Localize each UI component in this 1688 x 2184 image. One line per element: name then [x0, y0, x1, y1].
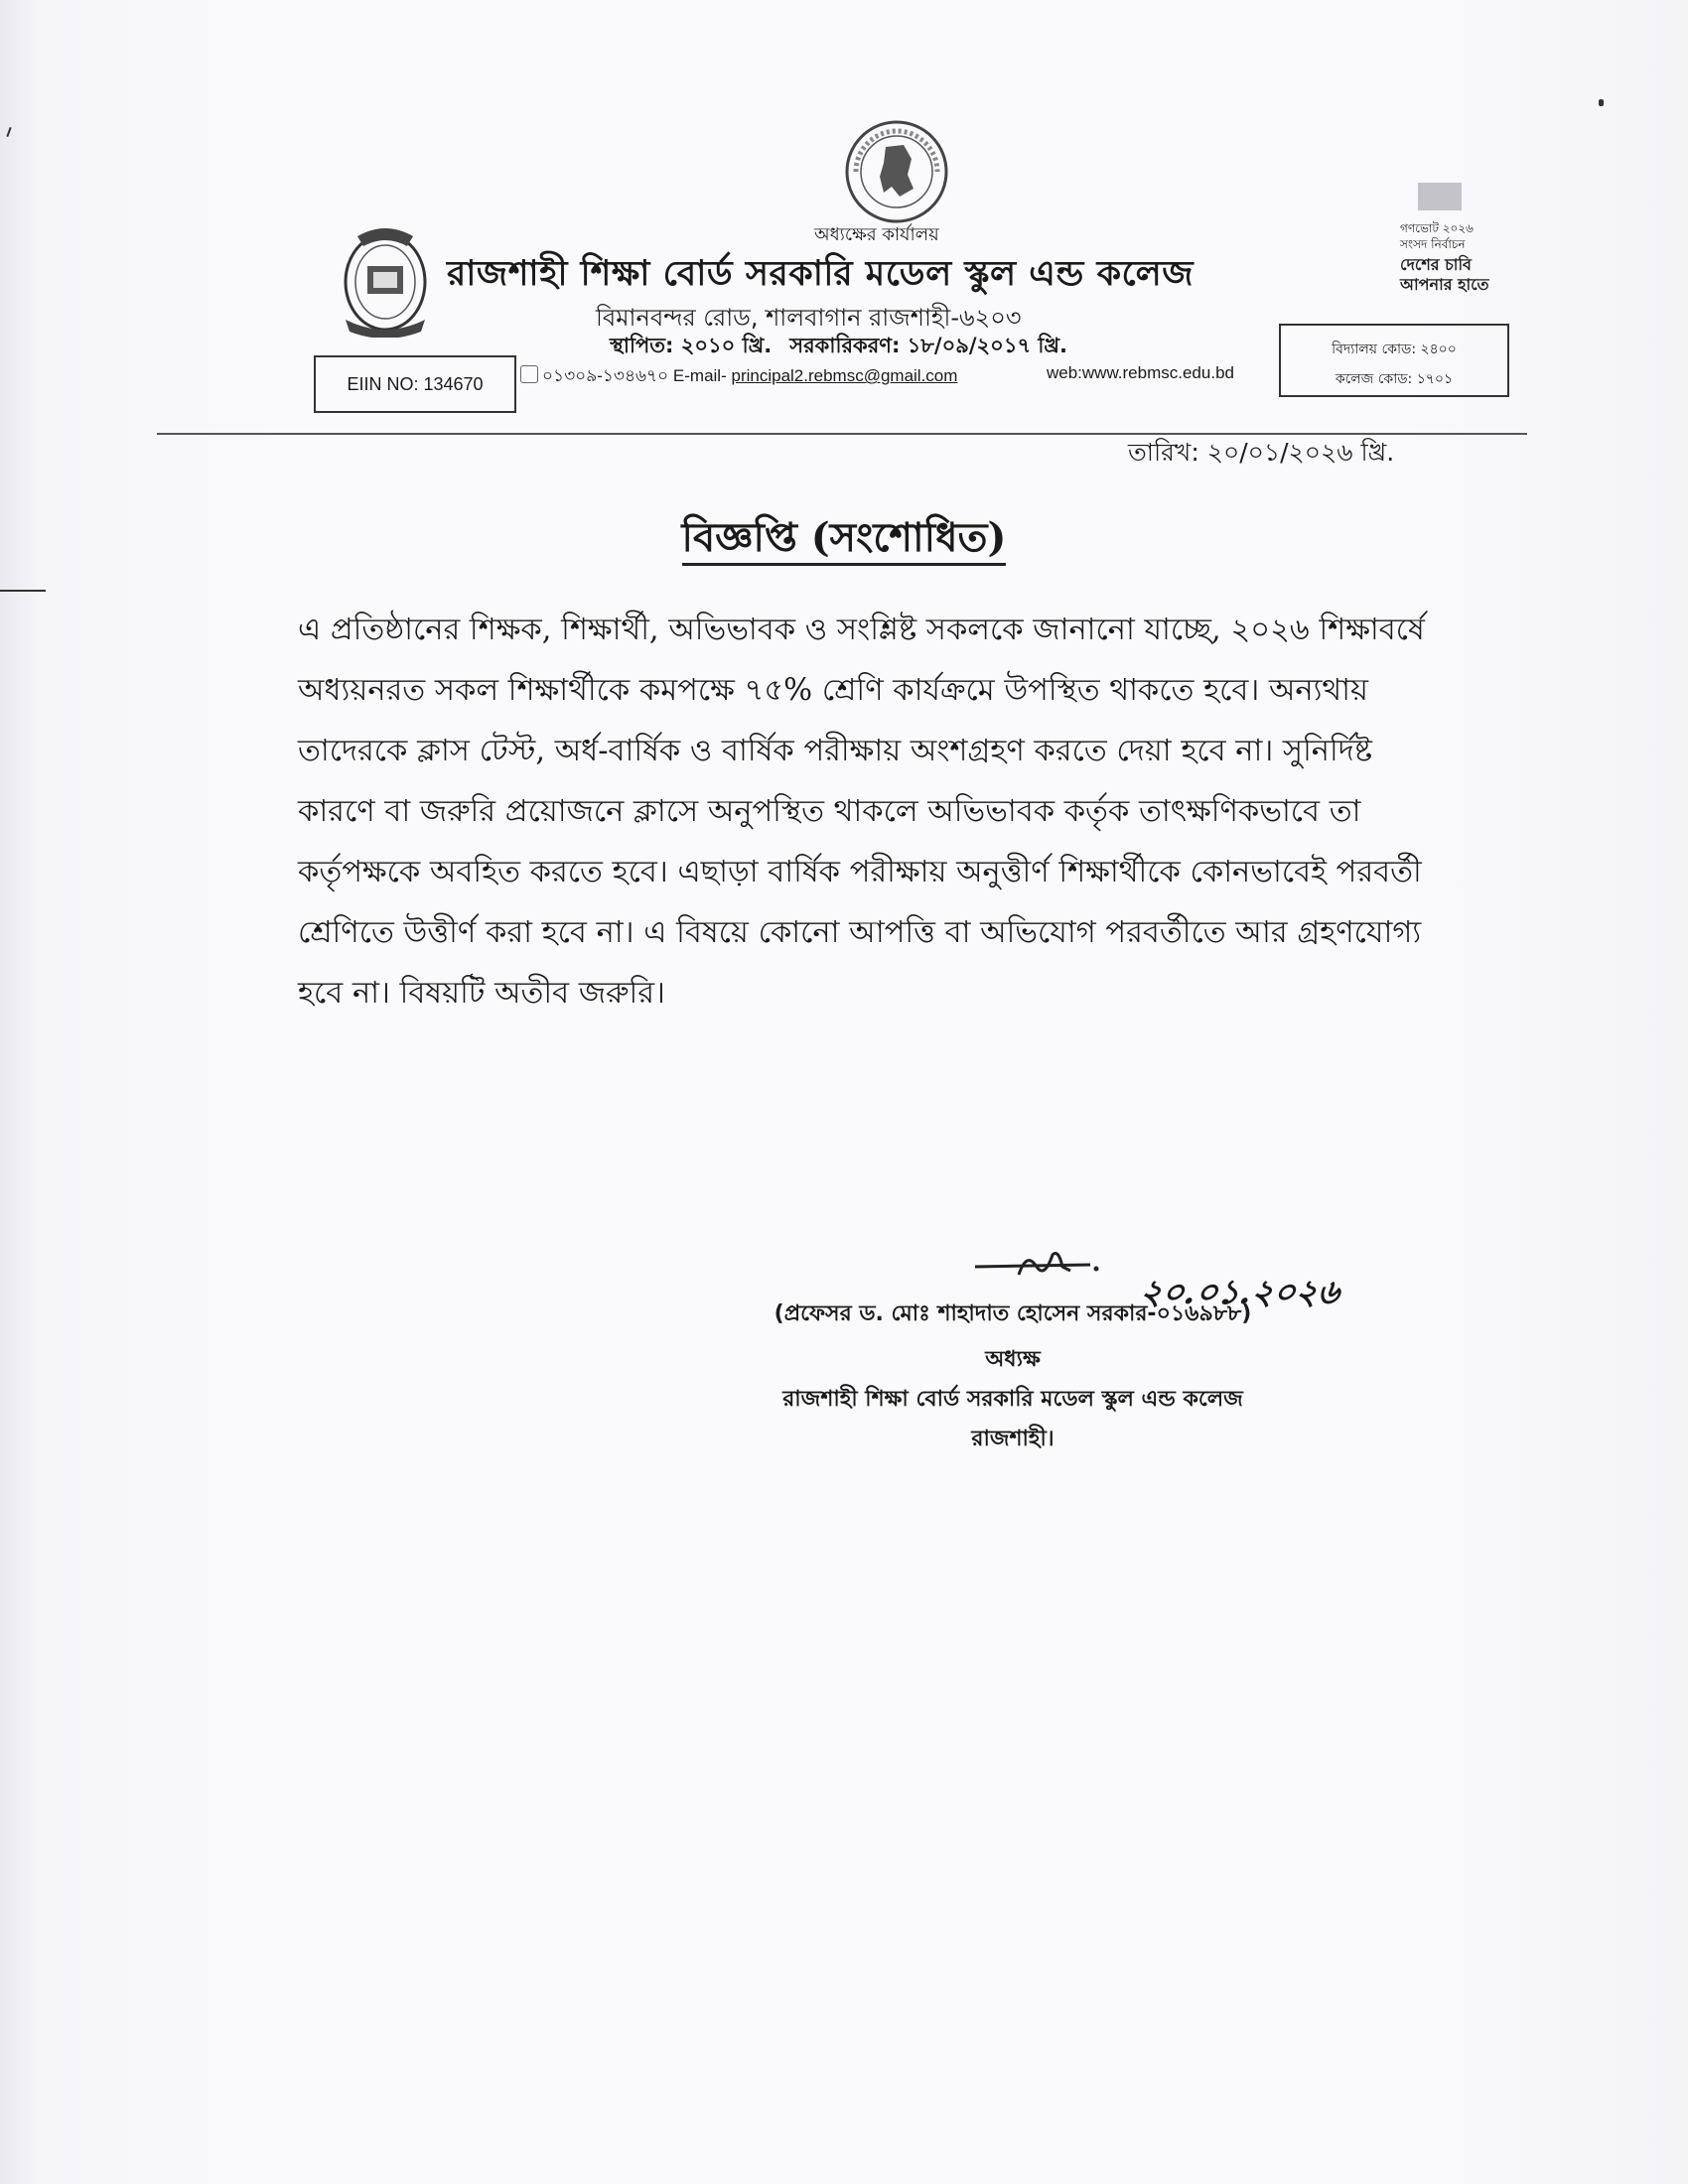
stamp-line-1: গণভোট ২০২৬: [1400, 221, 1474, 235]
notice-date: তারিখ: ২০/০১/২০২৬ খ্রি.: [1128, 438, 1395, 467]
school-logo-icon: [338, 220, 433, 338]
email-link[interactable]: principal2.rebmsc@gmail.com: [731, 366, 958, 385]
established-date: স্থাপিত: ২০১০ খ্রি.: [610, 334, 773, 357]
election-stamp: [1398, 183, 1513, 302]
signer-organization: রাজশাহী শিক্ষা বোর্ড সরকারি মডেল স্কুল এন্ড কলেজ: [782, 1387, 1243, 1412]
stamp-line-2: সংসদ নির্বাচন: [1400, 237, 1466, 251]
notice-line: কারণে বা জরুরি প্রয়োজনে ক্লাসে অনুপস্থিত থাকলে অভিভাবক কর্তৃক তাৎক্ষণিকভাবে তা: [298, 794, 1361, 829]
signer-designation: অধ্যক্ষ: [985, 1347, 1041, 1372]
notice-line: অধ্যয়নরত সকল শিক্ষার্থীকে কমপক্ষে ৭৫% শ্রেণি কার্যক্রমে উপস্থিত থাকতে হবে। অন্যথায়: [298, 673, 1368, 708]
government-seal-icon: [842, 117, 951, 226]
signature-date: ২০.০১.২০২৬: [1136, 1273, 1343, 1312]
signature-icon: [971, 1245, 1110, 1285]
school-name: রাজশাহী শিক্ষা বোর্ড সরকারি মডেল স্কুল এন্ড কলেজ: [447, 253, 1195, 294]
notice-title-text: বিজ্ঞপ্তি (সংশোধিত): [682, 514, 1007, 566]
scan-mark: [6, 127, 11, 137]
school-address: বিমানবন্দর রোড, শালবাগান রাজশাহী-৬২০৩: [596, 304, 1022, 332]
notice-line: তাদেরকে ক্লাস টেস্ট, অর্ধ-বার্ষিক ও বার্ষিক পরীক্ষায় অংশগ্রহণ করতে দেয়া হবে না। সুনির্দিষ্ট: [298, 734, 1373, 768]
college-code: কলেজ কোড: ১৭০১: [1335, 371, 1454, 387]
stamp-graphic: [1418, 183, 1462, 210]
notice-line: কর্তৃপক্ষকে অবহিত করতে হবে। এছাড়া বার্ষিক পরীক্ষায় অনুত্তীর্ণ শিক্ষার্থীকে কোনভাবেই পরবর্তী: [298, 855, 1422, 889]
notice-body: [298, 600, 1589, 1024]
website-link[interactable]: web:www.rebmsc.edu.bd: [1047, 363, 1234, 382]
school-code: বিদ্যালয় কোড: ২৪০০: [1332, 341, 1457, 357]
signer-name: (প্রফেসর ড. মোঃ শাহাদাত হোসেন সরকার-০১৬৯৮৮): [774, 1301, 1252, 1326]
stamp-line-4: আপনার হাতে: [1400, 275, 1489, 294]
phone-number: ০১৩০৯-১৩৪৬৭০: [542, 366, 669, 385]
notice-line: এ প্রতিষ্ঠানের শিক্ষক, শিক্ষার্থী, অভিভাবক ও সংশ্লিষ্ট সকলকে জানানো যাচ্ছে, ২০২৬ শিক্ষাবর্ষে: [298, 613, 1425, 647]
contact-info: [520, 363, 957, 391]
phone-icon: [520, 365, 538, 383]
notice-title: [0, 506, 1688, 573]
eiin-number: EIIN NO: 134670: [347, 373, 484, 394]
scan-mark: [1599, 99, 1604, 106]
eiin-box: [314, 355, 516, 413]
signer-city: রাজশাহী।: [971, 1427, 1055, 1451]
notice-line: শ্রেণিতে উত্তীর্ণ করা হবে না। এ বিষয়ে কোনো আপত্তি বা অভিযোগ পরবর্তীতে আর গ্রহণযোগ্য: [298, 915, 1422, 950]
nationalized-date: সরকারিকরণ: ১৮/০৯/২০১৭ খ্রি.: [789, 334, 1068, 357]
established-info: [610, 330, 1067, 364]
notice-line: হবে না। বিষয়টি অতীব জরুরি।: [298, 976, 665, 1011]
stamp-line-3: দেশের চাবি: [1400, 255, 1472, 274]
scan-mark: [0, 590, 46, 592]
code-box: [1279, 324, 1509, 397]
email-label: E-mail-: [672, 366, 727, 385]
office-label: অধ্যক্ষের কার্যালয়: [814, 224, 939, 245]
